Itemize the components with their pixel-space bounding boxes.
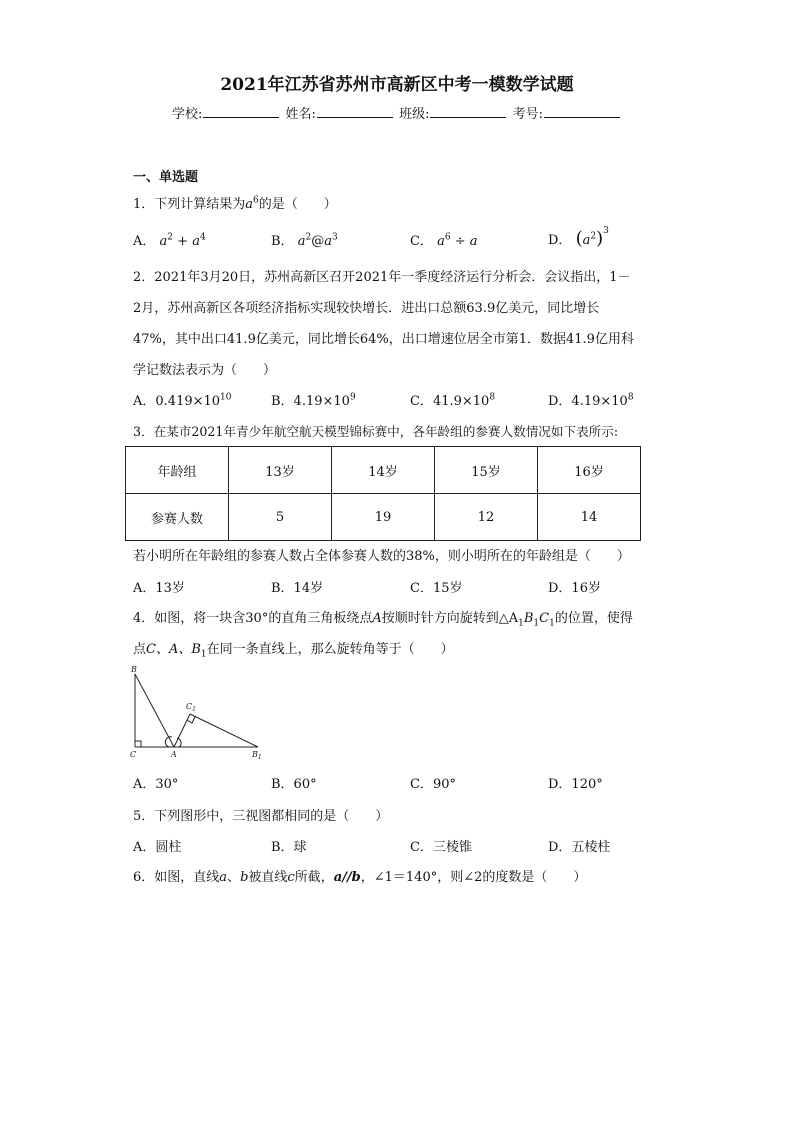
- q3-line-2: 若小明所在年龄组的参赛人数占全体参赛人数的38%，则小明所在的年龄组是（ ）: [133, 549, 630, 564]
- q6-text: ，则∠2的度数是（ ）: [437, 870, 587, 885]
- school-label: 学校:: [172, 107, 203, 122]
- q2-line-1: 2．2021年3月20日，苏州高新区召开2021年一季度经济运行分析会．会议指出，1－: [133, 270, 631, 285]
- q5-option-a[interactable]: A．圆柱: [133, 840, 182, 855]
- right-angle-c: [135, 741, 141, 747]
- label-a: A: [171, 750, 177, 759]
- q1-option-a[interactable]: A． $a^2 + a^4$: [133, 232, 206, 249]
- q2-option-d-text: D．4.19×10: [548, 394, 628, 409]
- table-cell: 19: [332, 494, 435, 541]
- table-cell: 5: [229, 494, 332, 541]
- label-b1: $B_1$: [252, 750, 262, 761]
- q4-sub: 1: [518, 618, 524, 629]
- q4-option-a[interactable]: A．30°: [133, 777, 179, 792]
- q3-option-c[interactable]: C．15岁: [410, 581, 463, 596]
- question-1: [133, 193, 337, 212]
- q6-text: 所截，: [294, 870, 334, 885]
- q2-option-c-text: C．41.9×10: [410, 394, 490, 409]
- q2-line-3: 47%，其中出口41.9亿美元，同比增长64%，出口增速位居全市第1．数据41.9亿用科: [133, 332, 634, 347]
- q6-text: 、: [227, 870, 241, 885]
- q6-text: ，: [360, 870, 374, 885]
- q1-option-d-label: D．: [548, 233, 572, 248]
- q4-text: 点: [133, 642, 147, 657]
- q4-sub: 1: [200, 649, 207, 660]
- q4-option-b[interactable]: B．60°: [271, 777, 317, 792]
- q2-option-d[interactable]: [548, 390, 634, 409]
- q1-var: a: [245, 197, 254, 212]
- class-blank[interactable]: [430, 105, 506, 118]
- q2-option-b[interactable]: [271, 390, 356, 409]
- table-cell: 年龄组: [126, 447, 229, 494]
- table-cell: 15岁: [435, 447, 538, 494]
- q4-text: 按顺时针方向旋转到: [381, 611, 499, 626]
- q5-option-d[interactable]: D．五棱柱: [548, 840, 611, 855]
- student-info-line: [0, 103, 794, 122]
- table-cell: 12: [435, 494, 538, 541]
- q2-option-b-exp: 9: [349, 392, 356, 403]
- q4-text: 的位置，使得: [554, 611, 633, 626]
- q6-angle: ∠1＝140°: [373, 870, 438, 885]
- q6-text: 被直线: [248, 870, 288, 885]
- class-label: 班级:: [399, 107, 430, 122]
- q4-line-1: [133, 607, 633, 629]
- q2-line-4: 学记数法表示为（ ）: [133, 363, 277, 378]
- q4-line-2: [133, 638, 454, 660]
- label-b: B: [131, 665, 137, 674]
- table-cell: 14: [538, 494, 641, 541]
- q2-option-a-text: A．0.419×10: [133, 394, 221, 409]
- q1-text-end: 的是（ ）: [258, 197, 337, 212]
- name-label: 姓名:: [285, 107, 316, 122]
- q2-option-c[interactable]: [410, 390, 495, 409]
- q4-sub: 1: [549, 618, 555, 629]
- table-cell: 16岁: [538, 447, 641, 494]
- q5-option-b[interactable]: B．球: [271, 840, 307, 855]
- q4-points: C、A、B: [146, 642, 201, 657]
- q2-option-a[interactable]: [133, 390, 232, 409]
- table-cell: 14岁: [332, 447, 435, 494]
- q4-text: 4．如图，将一块含30°的直角三角板绕点: [133, 611, 373, 626]
- question-6: [133, 866, 586, 885]
- label-c1: $C_1$: [186, 702, 196, 713]
- q3-line-1: 3．在某市2021年青少年航空航天模型锦标赛中，各年龄组的参赛人数情况如下表所示:: [133, 424, 619, 439]
- table-cell: 13岁: [229, 447, 332, 494]
- q1-option-a-label: A．: [133, 234, 156, 249]
- q3-option-b[interactable]: B．14岁: [271, 581, 324, 596]
- section-heading: 一、单选题: [133, 170, 199, 185]
- q1-option-b-label: B．: [271, 234, 294, 249]
- q5-line: 5．下列图形中，三视图都相同的是（ ）: [133, 809, 389, 824]
- table-row: [126, 494, 641, 541]
- q3-option-d[interactable]: D．16岁: [548, 581, 601, 596]
- q4-point-b: B: [523, 611, 534, 626]
- q6-text: 6．如图，直线: [133, 870, 220, 885]
- q4-option-d[interactable]: D．120°: [548, 777, 603, 792]
- exam-number-blank[interactable]: [544, 105, 620, 118]
- table-row: [126, 447, 641, 494]
- q2-option-a-exp: 10: [220, 392, 232, 403]
- q1-option-c[interactable]: C． $a^6 \div a$: [410, 232, 478, 249]
- q4-text: 在同一条直线上，那么旋转角等于（ ）: [206, 642, 454, 657]
- q2-line-2: 2月，苏州高新区各项经济指标实现较快增长．进出口总额63.9亿美元，同比增长: [133, 301, 600, 316]
- rotation-triangle-figure: [128, 664, 268, 764]
- table-cell: 参赛人数: [126, 494, 229, 541]
- q1-text: 1．下列计算结果为: [133, 197, 246, 212]
- age-group-table: [125, 446, 641, 541]
- q4-option-c[interactable]: C．90°: [410, 777, 456, 792]
- exam-number-label: 考号:: [512, 107, 543, 122]
- q2-option-c-exp: 8: [489, 392, 496, 403]
- label-c: C: [130, 750, 137, 759]
- q2-option-b-text: B．4.19×10: [271, 394, 350, 409]
- q1-option-c-label: C．: [410, 234, 433, 249]
- q6-line-b: b: [240, 870, 249, 885]
- q3-option-a[interactable]: A．13岁: [133, 581, 185, 596]
- q2-option-d-exp: 8: [627, 392, 634, 403]
- q1-exp: 6: [253, 195, 259, 206]
- q4-triangle: △A: [498, 611, 519, 626]
- q4-point-c: C: [539, 611, 550, 626]
- page-title: 2021年江苏省苏州市高新区中考一模数学试题: [220, 75, 574, 95]
- name-blank[interactable]: [317, 105, 393, 118]
- q1-option-b[interactable]: B． $a^2@a^3$: [271, 232, 338, 249]
- q4-sub: 1: [533, 618, 540, 629]
- q1-option-d[interactable]: D． $(a^2)^3$: [548, 225, 609, 249]
- segment-c1b1: [190, 714, 258, 747]
- q6-line-c: c: [287, 870, 295, 885]
- q6-parallel: a//b: [333, 870, 361, 885]
- segment-ba: [135, 674, 174, 747]
- school-blank[interactable]: [203, 105, 279, 118]
- segment-ac1: [174, 714, 190, 747]
- q4-point-a: A: [372, 611, 382, 626]
- q6-line-a: a: [219, 870, 228, 885]
- q5-option-c[interactable]: C．三棱锥: [410, 840, 472, 855]
